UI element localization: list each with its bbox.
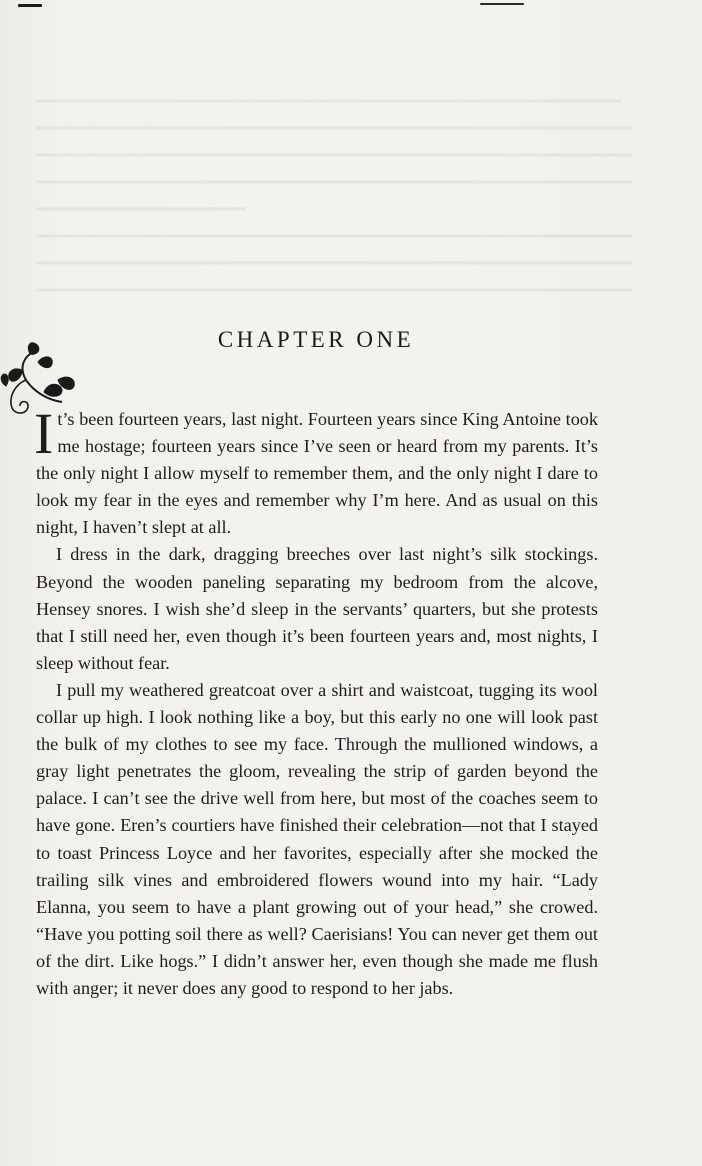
paragraph: I pull my weathered greatcoat over a shirt and waistcoat, tugging its wool collar up high. I look nothing like a boy, but this early no one will look past the bulk of my clothes to see my face. Through the mullioned windows, a gray light penetrates the gloom, revealing the strip of garden beyond the palace. I can’t see the drive well from here, but most of the coaches seem to have gone. Eren’s courtiers have finished their celebration—not that I stayed to toast Princess Loyce and her favorites, especially after she mocked the trailing silk vines and embroidered flowers wound into my hair. “Lady Elanna, you seem to have a plant growing out of your head,” she crowed. “Have you potting soil there as well? Caerisians! You can never get them out of the dirt. Like hogs.” I didn’t answer her, even though she made me flush with anger; it never does any good to respond to her jabs.	[36, 679, 598, 998]
paragraph	[34, 401, 598, 541]
show-through-texture: ━━━━━━━━━━━━━━━━━━━━━━━━━━━━━━━━━━━━━━━━━━━━━━━━━━━━━ ━━━━━━━━━━━━━━━━━━━━━━━━━━━━━━━━━━━━━━━━━━━━━━━━━━━━━━ ━━━━━━━━━━━━━━━━━━━━━━━━━━━━━━━━━━━━━━━━━━━━━━━━━━━━━━ ━━━━━━━━━━━━━━━━━━━━━━━━━━━━━━━━━━━━━━━━━━━━━━━━━━━━━━ ━━━━━━━━━━━━━━━━━━━ ━━━━━━━━━━━━━━━━━━━━━━━━━━━━━━━━━━━━━━━━━━━━━━━━━━━━━━ ━━━━━━━━━━━━━━━━━━━━━━━━━━━━━━━━━━━━━━━━━━━━━━━━━━━━━━ ━━━━━━━━━━━━━━━━━━━━━━━━━━━━━━━━━━━━━━━━━━━━━━━━━━━━━━	[36, 91, 632, 300]
page-edge-mark-right	[480, 3, 524, 5]
body-text	[34, 401, 598, 1002]
page-edge-mark-left	[18, 4, 42, 7]
drop-cap: I	[34, 401, 54, 466]
chapter-title: CHAPTER ONE	[217, 327, 415, 352]
paragraph-text: t’s been fourteen years, last night. Fourteen years since King Antoine took me hostage; fourteen years since I’ve seen or heard from my parents. It’s the only night I allow myself to remember them, and the only night I dare to look my fear in the eyes and remember why I’m here. And as usual on this night, I haven’t slept at all.	[36, 409, 598, 538]
paragraph: I dress in the dark, dragging breeches over last night’s silk stockings. Beyond the wooden paneling separating my bedroom from the alcove, Hensey snores. I wish she’d sleep in the servants’ quarters, but she protests that I still need her, even though it’s been fourteen years and, most nights, I sleep without fear.	[36, 544, 598, 673]
